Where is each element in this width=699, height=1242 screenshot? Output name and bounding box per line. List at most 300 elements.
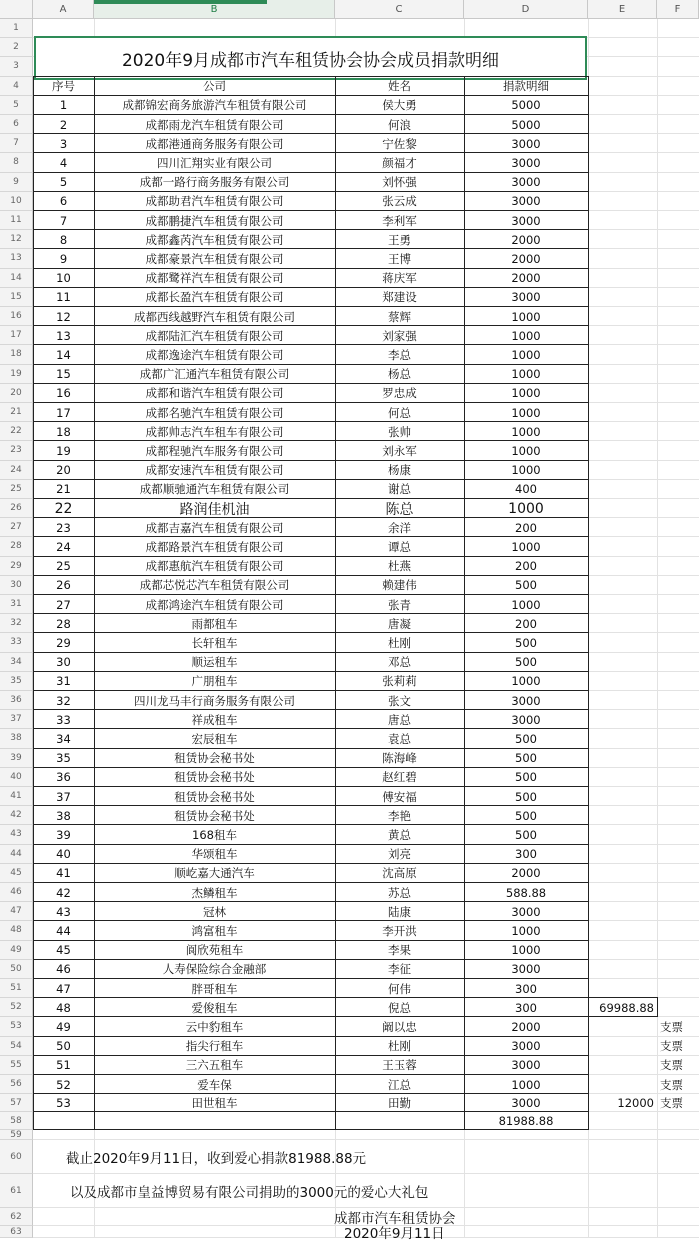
cell-name[interactable]: 陈总 — [385, 501, 414, 518]
cell-company[interactable]: 胖哥租车 — [191, 981, 238, 996]
header-name[interactable]: 姓名 — [388, 79, 411, 94]
cell-company[interactable]: 田世租车 — [191, 1096, 238, 1111]
row-header-44[interactable]: 44 — [0, 845, 33, 864]
cell-name[interactable]: 刘怀强 — [382, 175, 417, 190]
row-header-8[interactable]: 8 — [0, 153, 33, 172]
cell-company[interactable]: 雨都租车 — [191, 616, 238, 631]
row-header-36[interactable]: 36 — [0, 691, 33, 710]
cell-name[interactable]: 张青 — [388, 597, 411, 612]
cell-company[interactable]: 租赁协会秘书处 — [174, 789, 255, 804]
cell-name[interactable]: 王勇 — [388, 232, 411, 247]
cell-name[interactable]: 蒋庆军 — [382, 271, 417, 286]
cell-company[interactable]: 成都名驰汽车租赁有限公司 — [145, 405, 284, 420]
cell-company[interactable]: 长轩租车 — [191, 635, 238, 650]
cell-amount[interactable]: 1000 — [511, 405, 541, 420]
cell-company[interactable]: 路润佳机油 — [179, 501, 250, 518]
cell-name[interactable]: 赖建伟 — [382, 578, 417, 593]
cell-seq[interactable]: 14 — [56, 347, 71, 362]
cell-name[interactable]: 谢总 — [388, 482, 411, 497]
row-header-25[interactable]: 25 — [0, 480, 33, 499]
cell-f[interactable]: 支票 — [660, 1077, 683, 1092]
cell-name[interactable]: 李征 — [388, 962, 411, 977]
cell-company[interactable]: 168租车 — [192, 827, 237, 842]
cell-f[interactable]: 支票 — [660, 1096, 683, 1111]
cell-name[interactable]: 张文 — [388, 693, 411, 708]
row-header-15[interactable]: 15 — [0, 288, 33, 307]
cell-company[interactable]: 成都陆汇汽车租赁有限公司 — [145, 328, 284, 343]
cell-seq[interactable]: 35 — [56, 751, 71, 766]
cell-seq[interactable]: 6 — [59, 194, 68, 209]
table-border-v — [588, 77, 589, 1130]
row-header-16[interactable]: 16 — [0, 307, 33, 326]
row-header-40[interactable]: 40 — [0, 768, 33, 787]
cell-seq[interactable]: 10 — [56, 271, 71, 286]
cell-name[interactable]: 谭总 — [388, 539, 411, 554]
cell-company[interactable]: 成都豪景汽车租赁有限公司 — [145, 251, 284, 266]
row-header-20[interactable]: 20 — [0, 384, 33, 403]
cell-seq[interactable]: 43 — [56, 904, 71, 919]
cell-seq[interactable]: 36 — [56, 770, 71, 785]
cell-seq[interactable]: 45 — [56, 943, 71, 958]
cell-company[interactable]: 广朋租车 — [191, 674, 238, 689]
cell-company[interactable]: 祥成租车 — [191, 712, 238, 727]
row-header-35[interactable]: 35 — [0, 672, 33, 691]
row-header-56[interactable]: 56 — [0, 1075, 33, 1094]
row-header-63[interactable]: 63 — [0, 1226, 33, 1238]
cell-company[interactable]: 鸿富租车 — [191, 923, 238, 938]
cell-seq[interactable]: 37 — [56, 789, 71, 804]
cell-amount[interactable]: 500 — [515, 751, 537, 766]
cell-seq[interactable]: 20 — [56, 463, 71, 478]
cell-company[interactable]: 成都程驰汽车服务有限公司 — [145, 443, 284, 458]
cell-seq[interactable]: 34 — [56, 731, 71, 746]
cell-seq[interactable]: 2 — [59, 117, 68, 132]
cell-seq[interactable]: 51 — [56, 1058, 71, 1073]
row-header-24[interactable]: 24 — [0, 461, 33, 480]
row-header-34[interactable]: 34 — [0, 653, 33, 672]
cell-name[interactable]: 刘永军 — [382, 443, 417, 458]
cell-amount[interactable]: 5000 — [511, 98, 541, 113]
cell-name[interactable]: 杜刚 — [388, 1039, 411, 1054]
cell-company[interactable]: 成都吉嘉汽车租赁有限公司 — [145, 520, 284, 535]
cell-amount[interactable]: 2000 — [511, 251, 541, 266]
row-header-32[interactable]: 32 — [0, 614, 33, 633]
cell-seq[interactable]: 33 — [56, 712, 71, 727]
cell-name[interactable]: 何浪 — [388, 117, 411, 132]
cell-amount[interactable]: 300 — [515, 847, 537, 862]
cell-amount[interactable]: 2000 — [511, 271, 541, 286]
cell-name[interactable]: 田勤 — [388, 1096, 411, 1111]
cell-seq[interactable]: 30 — [56, 655, 71, 670]
cell-company[interactable]: 租赁协会秘书处 — [174, 770, 255, 785]
row-header-17[interactable]: 17 — [0, 326, 33, 345]
cell-seq[interactable]: 52 — [56, 1077, 71, 1092]
cell-company[interactable]: 宏辰租车 — [191, 731, 238, 746]
cell-seq[interactable]: 38 — [56, 808, 71, 823]
cell-f[interactable]: 支票 — [660, 1058, 683, 1073]
row-header-12[interactable]: 12 — [0, 230, 33, 249]
cell-name[interactable]: 余洋 — [388, 520, 411, 535]
cell-seq[interactable]: 17 — [56, 405, 71, 420]
cell-seq[interactable]: 5 — [59, 175, 68, 190]
cell-seq[interactable]: 31 — [56, 674, 71, 689]
row-header-18[interactable]: 18 — [0, 345, 33, 364]
row-header-55[interactable]: 55 — [0, 1056, 33, 1075]
cell-seq[interactable]: 7 — [59, 213, 68, 228]
cell-f[interactable]: 支票 — [660, 1039, 683, 1054]
cell-amount[interactable]: 200 — [515, 616, 537, 631]
select-all-corner[interactable] — [0, 0, 33, 19]
row-header-51[interactable]: 51 — [0, 979, 33, 998]
cell-company[interactable]: 爱俊租车 — [191, 1000, 238, 1015]
cell-f[interactable]: 支票 — [660, 1019, 683, 1034]
row-header-33[interactable]: 33 — [0, 633, 33, 652]
row-header-50[interactable]: 50 — [0, 960, 33, 979]
cell-company[interactable]: 租赁协会秘书处 — [174, 751, 255, 766]
cell-company[interactable]: 成都锦宏商务旅游汽车租赁有限公司 — [122, 98, 307, 113]
row-header-26[interactable]: 26 — [0, 499, 33, 518]
cell-amount[interactable]: 3000 — [511, 194, 541, 209]
cell-company[interactable]: 成都鸿途汽车租赁有限公司 — [145, 597, 284, 612]
cell-name[interactable]: 杜燕 — [388, 559, 411, 574]
cell-company[interactable]: 成都港通商务服务有限公司 — [145, 136, 284, 151]
cell-name[interactable]: 何总 — [388, 405, 411, 420]
row-header-19[interactable]: 19 — [0, 365, 33, 384]
cell-company[interactable]: 四川汇翔实业有限公司 — [157, 155, 272, 170]
column-header-c[interactable]: C — [335, 0, 464, 19]
cell-amount[interactable]: 1000 — [511, 597, 541, 612]
cell-amount[interactable]: 3000 — [511, 213, 541, 228]
row-header-60[interactable]: 60 — [0, 1140, 33, 1174]
cell-seq[interactable]: 40 — [56, 847, 71, 862]
cell-company[interactable]: 成都广汇通汽车租赁有限公司 — [139, 367, 290, 382]
cell-name[interactable]: 杨康 — [388, 463, 411, 478]
cell-company[interactable]: 顺屹嘉大通汽车 — [174, 866, 255, 881]
cell-amount[interactable]: 500 — [515, 808, 537, 823]
cell-company[interactable]: 成都鹏捷汽车租赁有限公司 — [145, 213, 284, 228]
cell-name[interactable]: 苏总 — [388, 885, 411, 900]
cell-company[interactable]: 华颂租车 — [191, 847, 238, 862]
row-header-10[interactable]: 10 — [0, 192, 33, 211]
cell-company[interactable]: 爱车保 — [197, 1077, 232, 1092]
cell-amount[interactable]: 200 — [515, 520, 537, 535]
cell-name[interactable]: 江总 — [388, 1077, 411, 1092]
cell-seq[interactable]: 13 — [56, 328, 71, 343]
cell-amount[interactable]: 1000 — [511, 309, 541, 324]
row-header-54[interactable]: 54 — [0, 1037, 33, 1056]
row-header-42[interactable]: 42 — [0, 806, 33, 825]
cell-amount[interactable]: 1000 — [511, 923, 541, 938]
cell-seq[interactable]: 8 — [59, 232, 68, 247]
cell-company[interactable]: 成都芯悦芯汽车租赁有限公司 — [139, 578, 290, 593]
cell-amount[interactable]: 3000 — [511, 1096, 541, 1111]
cell-company[interactable]: 四川龙马丰行商务服务有限公司 — [134, 693, 295, 708]
cell-amount[interactable]: 500 — [515, 827, 537, 842]
cell-amount[interactable]: 500 — [515, 635, 537, 650]
cell-company[interactable]: 成都安速汽车租赁有限公司 — [145, 463, 284, 478]
cell-amount[interactable]: 400 — [515, 482, 537, 497]
cell-amount[interactable]: 3000 — [511, 136, 541, 151]
cell-amount[interactable]: 3000 — [511, 693, 541, 708]
row-header-59[interactable]: 59 — [0, 1130, 33, 1140]
cell-company[interactable]: 指尖行租车 — [185, 1039, 244, 1054]
cell-amount[interactable]: 1000 — [511, 1077, 541, 1092]
note-line-2: 以及成都市皇益博贸易有限公司捐助的3000元的爱心大礼包 — [70, 1185, 429, 1201]
cell-name[interactable]: 刘亮 — [388, 847, 411, 862]
cell-name[interactable]: 何伟 — [388, 981, 411, 996]
row-header-29[interactable]: 29 — [0, 557, 33, 576]
cell-total[interactable]: 81988.88 — [498, 1114, 554, 1128]
cell-amount[interactable]: 1000 — [511, 463, 541, 478]
cell-seq[interactable]: 1 — [59, 98, 68, 113]
column-header-b[interactable]: B — [94, 0, 335, 19]
cell-seq[interactable]: 3 — [59, 136, 68, 151]
column-header-e[interactable]: E — [588, 0, 657, 19]
cell-amount[interactable]: 1000 — [511, 943, 541, 958]
cell-amount[interactable]: 2000 — [511, 232, 541, 247]
cell-name[interactable]: 陆康 — [388, 904, 411, 919]
row-header-43[interactable]: 43 — [0, 825, 33, 844]
cell-seq[interactable]: 21 — [56, 482, 71, 497]
e52-border — [657, 998, 658, 1017]
cell-amount[interactable]: 1000 — [511, 367, 541, 382]
cell-amount[interactable]: 3000 — [511, 904, 541, 919]
cell-name[interactable]: 赵红碧 — [382, 770, 417, 785]
cell-name[interactable]: 侯大勇 — [382, 98, 417, 113]
cell-amount[interactable]: 500 — [515, 789, 537, 804]
cell-company[interactable]: 成都路景汽车租赁有限公司 — [145, 539, 284, 554]
cell-seq[interactable]: 16 — [56, 386, 71, 401]
note-signature: 成都市汽车租赁协会 — [334, 1211, 456, 1227]
cell-amount[interactable]: 588.88 — [505, 885, 547, 900]
row-header-53[interactable]: 53 — [0, 1017, 33, 1036]
cell-name[interactable]: 唐总 — [388, 712, 411, 727]
cell-amount[interactable]: 1000 — [511, 386, 541, 401]
cell-seq[interactable]: 22 — [54, 500, 73, 517]
row-header-52[interactable]: 52 — [0, 998, 33, 1017]
cell-name[interactable]: 黄总 — [388, 827, 411, 842]
row-header-61[interactable]: 61 — [0, 1174, 33, 1208]
cell-amount[interactable]: 1000 — [511, 347, 541, 362]
note-line-1: 截止2020年9月11日，收到爱心捐款81988.88元 — [66, 1151, 367, 1167]
cell-name[interactable]: 傅安福 — [382, 789, 417, 804]
cell-company[interactable]: 成都助君汽车租赁有限公司 — [145, 194, 284, 209]
cell-name[interactable]: 杨总 — [388, 367, 411, 382]
row-header-22[interactable]: 22 — [0, 422, 33, 441]
cell-name[interactable]: 邓总 — [388, 655, 411, 670]
cell-company[interactable]: 冠林 — [203, 904, 226, 919]
row-header-9[interactable]: 9 — [0, 173, 33, 192]
cell-seq[interactable]: 18 — [56, 424, 71, 439]
cell-amount[interactable]: 1000 — [508, 500, 544, 517]
cell-name[interactable]: 李艳 — [388, 808, 411, 823]
cell-name[interactable]: 罗忠成 — [382, 386, 417, 401]
row-header-58[interactable]: 58 — [0, 1112, 33, 1130]
row-header-41[interactable]: 41 — [0, 787, 33, 806]
cell-name[interactable]: 王博 — [388, 251, 411, 266]
cell-amount[interactable]: 5000 — [511, 117, 541, 132]
cell-company[interactable]: 成都帅志汽车租车有限公司 — [145, 424, 284, 439]
row-header-39[interactable]: 39 — [0, 749, 33, 768]
cell-name[interactable]: 唐凝 — [388, 616, 411, 631]
cell-amount[interactable]: 200 — [515, 559, 537, 574]
cell-seq[interactable]: 12 — [56, 309, 71, 324]
row-header-2[interactable]: 2 — [0, 38, 33, 57]
cell-amount[interactable]: 3000 — [511, 712, 541, 727]
row-header-31[interactable]: 31 — [0, 595, 33, 614]
cell-seq[interactable]: 49 — [56, 1019, 71, 1034]
cell-seq[interactable]: 23 — [56, 520, 71, 535]
row-header-28[interactable]: 28 — [0, 537, 33, 556]
row-header-57[interactable]: 57 — [0, 1094, 33, 1112]
cell-seq[interactable]: 29 — [56, 635, 71, 650]
cell-seq[interactable]: 11 — [56, 290, 71, 305]
cell-seq[interactable]: 4 — [59, 155, 68, 170]
row-header-37[interactable]: 37 — [0, 710, 33, 729]
cell-amount[interactable]: 3000 — [511, 155, 541, 170]
cell-amount[interactable]: 2000 — [511, 866, 541, 881]
cell-name[interactable]: 郑建设 — [382, 290, 417, 305]
cell-seq[interactable]: 25 — [56, 559, 71, 574]
header-seq[interactable]: 序号 — [52, 79, 75, 94]
cell-amount[interactable]: 2000 — [511, 1019, 541, 1034]
cell-company[interactable]: 顺运租车 — [191, 655, 238, 670]
cell-amount[interactable]: 1000 — [511, 674, 541, 689]
column-header-d[interactable]: D — [464, 0, 588, 19]
cell-seq[interactable]: 48 — [56, 1000, 71, 1015]
cell-e[interactable]: 12000 — [617, 1096, 654, 1111]
cell-company[interactable]: 杰鳞租车 — [191, 885, 238, 900]
cell-name[interactable]: 张帅 — [388, 424, 411, 439]
cell-seq[interactable]: 50 — [56, 1039, 71, 1054]
cell-amount[interactable]: 3000 — [511, 290, 541, 305]
header-amount[interactable]: 捐款明细 — [503, 79, 549, 94]
cell-amount[interactable]: 300 — [515, 1000, 537, 1015]
row-header-48[interactable]: 48 — [0, 921, 33, 940]
row-header-30[interactable]: 30 — [0, 576, 33, 595]
cell-company[interactable]: 人寿保险综合金融部 — [162, 962, 267, 977]
header-company[interactable]: 公司 — [203, 79, 226, 94]
cell-seq[interactable]: 28 — [56, 616, 71, 631]
cell-name[interactable]: 陈海峰 — [382, 751, 417, 766]
row-header-46[interactable]: 46 — [0, 883, 33, 902]
cell-company[interactable]: 云中豹租车 — [185, 1019, 244, 1034]
cell-company[interactable]: 成都逸途汽车租赁有限公司 — [145, 347, 284, 362]
cell-amount[interactable]: 500 — [515, 770, 537, 785]
cell-amount[interactable]: 3000 — [511, 175, 541, 190]
cell-name[interactable]: 李总 — [388, 347, 411, 362]
cell-amount[interactable]: 300 — [515, 981, 537, 996]
cell-amount[interactable]: 500 — [515, 578, 537, 593]
cell-name[interactable]: 蔡辉 — [388, 309, 411, 324]
cell-seq[interactable]: 42 — [56, 885, 71, 900]
row-header-5[interactable]: 5 — [0, 96, 33, 115]
row-header-4[interactable]: 4 — [0, 77, 33, 96]
cell-seq[interactable]: 27 — [56, 597, 71, 612]
cell-name[interactable]: 刘家强 — [382, 328, 417, 343]
row-header-49[interactable]: 49 — [0, 941, 33, 960]
cell-seq[interactable]: 24 — [56, 539, 71, 554]
cell-seq[interactable]: 26 — [56, 578, 71, 593]
column-header-f[interactable]: F — [657, 0, 699, 19]
cell-amount[interactable]: 500 — [515, 655, 537, 670]
cell-amount[interactable]: 3000 — [511, 1058, 541, 1073]
cell-company[interactable]: 成都雨龙汽车租赁有限公司 — [145, 117, 284, 132]
cell-company[interactable]: 成都一路行商务服务有限公司 — [139, 175, 290, 190]
cell-name[interactable]: 李利军 — [382, 213, 417, 228]
column-header-a[interactable]: A — [33, 0, 94, 19]
cell-seq[interactable]: 15 — [56, 367, 71, 382]
cell-seq[interactable]: 39 — [56, 827, 71, 842]
cell-company[interactable]: 成都和谐汽车租赁有限公司 — [145, 386, 284, 401]
cell-name[interactable]: 颜福才 — [382, 155, 417, 170]
cell-company[interactable]: 成都鹭祥汽车租赁有限公司 — [145, 271, 284, 286]
cell-seq[interactable]: 46 — [56, 962, 71, 977]
row-header-6[interactable]: 6 — [0, 115, 33, 134]
cell-e[interactable]: 69988.88 — [599, 1000, 654, 1015]
cell-company[interactable]: 租赁协会秘书处 — [174, 808, 255, 823]
row-header-13[interactable]: 13 — [0, 249, 33, 268]
row-header-62[interactable]: 62 — [0, 1208, 33, 1226]
cell-company[interactable]: 成都长盈汽车租赁有限公司 — [145, 290, 284, 305]
row-header-27[interactable]: 27 — [0, 518, 33, 537]
cell-name[interactable]: 宁佐黎 — [382, 136, 417, 151]
row-header-14[interactable]: 14 — [0, 269, 33, 288]
row-header-38[interactable]: 38 — [0, 729, 33, 748]
cell-seq[interactable]: 47 — [56, 981, 71, 996]
cell-name[interactable]: 袁总 — [388, 731, 411, 746]
cell-company[interactable]: 阆欣苑租车 — [185, 943, 244, 958]
sheet-title[interactable]: 2020年9月成都市汽车租赁协会协会成员捐款明细 — [34, 36, 587, 80]
cell-name[interactable]: 李开洪 — [382, 923, 417, 938]
cell-name[interactable]: 杜刚 — [388, 635, 411, 650]
row-header-23[interactable]: 23 — [0, 441, 33, 460]
row-header-3[interactable]: 3 — [0, 57, 33, 76]
row-header-45[interactable]: 45 — [0, 864, 33, 883]
cell-company[interactable]: 成都西线越野汽车租赁有限公司 — [134, 309, 295, 324]
cell-name[interactable]: 阚以忠 — [382, 1019, 417, 1034]
cell-name[interactable]: 张云成 — [382, 194, 417, 209]
row-header-1[interactable]: 1 — [0, 19, 33, 38]
cell-seq[interactable]: 53 — [56, 1096, 71, 1111]
cell-amount[interactable]: 1000 — [511, 424, 541, 439]
cell-company[interactable]: 三六五租车 — [185, 1058, 244, 1073]
cell-name[interactable]: 李果 — [388, 943, 411, 958]
cell-seq[interactable]: 44 — [56, 923, 71, 938]
cell-company[interactable]: 成都顺驰通汽车租赁有限公司 — [139, 482, 290, 497]
cell-name[interactable]: 倪总 — [388, 1000, 411, 1015]
cell-name[interactable]: 王玉蓉 — [382, 1058, 417, 1073]
cell-name[interactable]: 张莉莉 — [382, 674, 417, 689]
cell-company[interactable]: 成都鑫芮汽车租赁有限公司 — [145, 232, 284, 247]
row-header-11[interactable]: 11 — [0, 211, 33, 230]
cell-amount[interactable]: 3000 — [511, 962, 541, 977]
cell-company[interactable]: 成都惠航汽车租赁有限公司 — [145, 559, 284, 574]
cell-seq[interactable]: 41 — [56, 866, 71, 881]
cell-amount[interactable]: 3000 — [511, 1039, 541, 1054]
row-header-47[interactable]: 47 — [0, 902, 33, 921]
cell-amount[interactable]: 1000 — [511, 328, 541, 343]
row-header-7[interactable]: 7 — [0, 134, 33, 153]
cell-amount[interactable]: 1000 — [511, 443, 541, 458]
row-header-21[interactable]: 21 — [0, 403, 33, 422]
cell-amount[interactable]: 1000 — [511, 539, 541, 554]
cell-seq[interactable]: 19 — [56, 443, 71, 458]
cell-name[interactable]: 沈高原 — [382, 866, 417, 881]
cell-amount[interactable]: 500 — [515, 731, 537, 746]
cell-seq[interactable]: 9 — [59, 251, 68, 266]
cell-seq[interactable]: 32 — [56, 693, 71, 708]
